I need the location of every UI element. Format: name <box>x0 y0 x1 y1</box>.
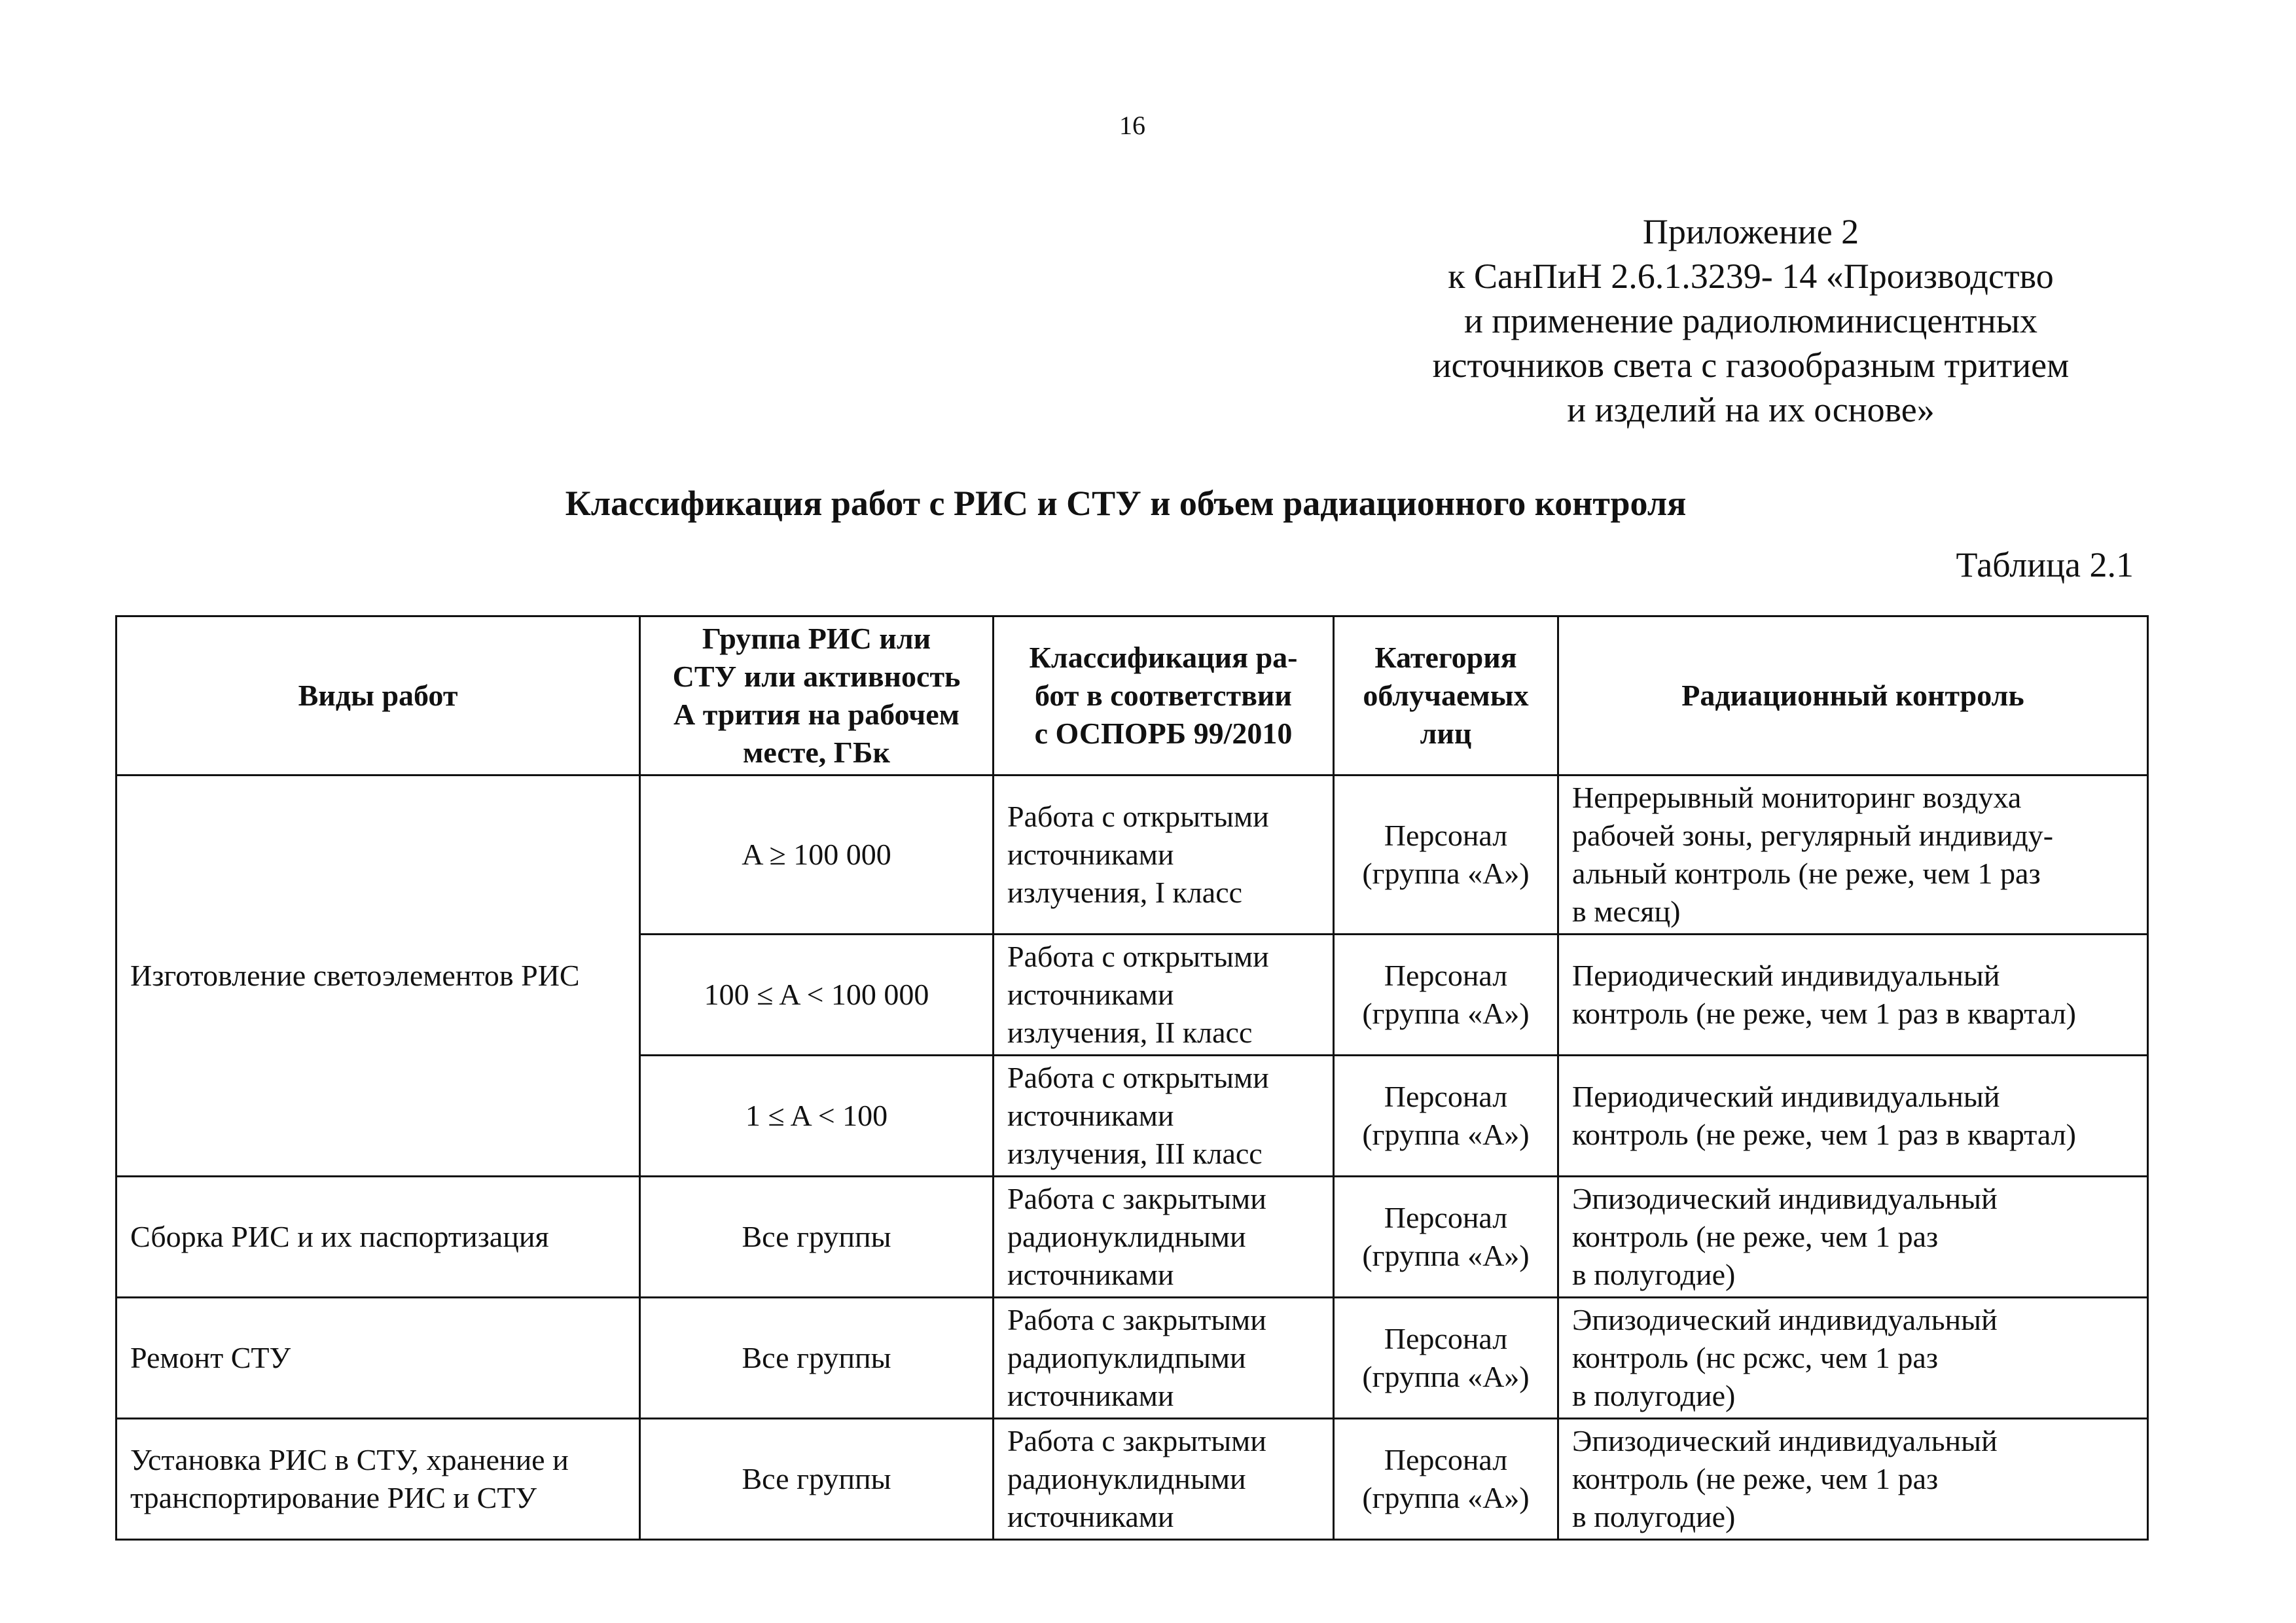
work-type-cell <box>117 1177 640 1298</box>
appendix-line: Приложение 2 <box>1642 212 1859 251</box>
header-work-type <box>117 616 640 776</box>
document-title: Классификация работ с РИС и СТУ и объем радиационного контроля <box>565 484 1687 523</box>
work-type-cell <box>117 1419 640 1540</box>
header-category <box>1334 616 1558 776</box>
cell-text: Работа с закрытыми <box>1007 1303 1266 1336</box>
header-radiation-control <box>1558 616 2148 776</box>
cell-text: Непрерывный мониторинг воздуха <box>1572 781 2022 814</box>
cell-text: Все группы <box>742 1220 891 1253</box>
group-cell <box>640 1177 994 1298</box>
cell-text: Работа с открытыми <box>1007 800 1269 833</box>
cell-text: Персонал <box>1384 819 1508 852</box>
cell-text: 100 ≤ A < 100 000 <box>704 978 929 1011</box>
table-header-row <box>117 616 2148 776</box>
classification-cell <box>994 1177 1334 1298</box>
cell-text: контроль (не реже, чем 1 раз <box>1572 1462 1939 1495</box>
cell-text: излучения, III класс <box>1007 1137 1263 1170</box>
header-text: Группа РИС или <box>702 622 931 655</box>
cell-text: Работа с закрытыми <box>1007 1182 1266 1215</box>
category-cell <box>1334 935 1558 1056</box>
header-text: Категория <box>1374 641 1517 674</box>
cell-text: Персонал <box>1384 959 1508 992</box>
appendix-line: и применение радиолюминисцентных <box>1463 301 2038 340</box>
cell-text: Все группы <box>742 1341 891 1374</box>
cell-text: источниками <box>1007 978 1174 1011</box>
appendix-heading <box>1374 209 2127 432</box>
header-text: Виды работ <box>298 679 458 712</box>
cell-text: Эпизодический индивидуальный <box>1572 1303 1998 1336</box>
cell-text: радионуклидными <box>1007 1220 1246 1253</box>
cell-text: источниками <box>1007 1099 1174 1132</box>
cell-text: в месяц) <box>1572 895 1681 928</box>
cell-text: Все группы <box>742 1462 891 1495</box>
header-text: Классификация ра- <box>1029 641 1298 674</box>
control-cell <box>1558 776 2148 935</box>
cell-text: источниками <box>1007 838 1174 871</box>
cell-text: Работа с закрытыми <box>1007 1424 1266 1457</box>
cell-text: Установка РИС в СТУ, хранение и <box>130 1443 569 1476</box>
header-text: лиц <box>1420 717 1472 750</box>
group-cell <box>640 935 994 1056</box>
table-row <box>117 1298 2148 1419</box>
header-text: месте, ГБк <box>743 736 890 769</box>
category-cell <box>1334 1298 1558 1419</box>
table-row <box>117 776 2148 935</box>
classification-cell <box>994 1056 1334 1177</box>
cell-text: Периодический индивидуальный <box>1572 1080 2000 1113</box>
cell-text: источниками <box>1007 1379 1174 1412</box>
cell-text: Персонал <box>1384 1201 1508 1234</box>
cell-text: Персонал <box>1384 1080 1508 1113</box>
work-type-cell <box>117 776 640 1177</box>
category-cell <box>1334 1419 1558 1540</box>
cell-text: Периодический индивидуальный <box>1572 959 2000 992</box>
cell-text: Эпизодический индивидуальный <box>1572 1424 1998 1457</box>
group-cell <box>640 776 994 935</box>
cell-text: (группа «А») <box>1362 1118 1530 1151</box>
header-text: облучаемых <box>1363 679 1529 712</box>
cell-text: 1 ≤ A < 100 <box>745 1099 888 1132</box>
cell-text: Эпизодический индивидуальный <box>1572 1182 1998 1215</box>
cell-text: контроль (не реже, чем 1 раз в квартал) <box>1572 997 2076 1030</box>
category-cell <box>1334 1177 1558 1298</box>
control-cell <box>1558 1419 2148 1540</box>
cell-text: Персонал <box>1384 1322 1508 1355</box>
cell-text: A ≥ 100 000 <box>742 838 891 871</box>
cell-text: излучения, II класс <box>1007 1016 1253 1049</box>
classification-table <box>115 615 2149 1541</box>
cell-text: излучения, I класс <box>1007 876 1243 909</box>
cell-text: в полугодие) <box>1572 1500 1736 1533</box>
group-cell <box>640 1298 994 1419</box>
classification-cell <box>994 776 1334 935</box>
group-cell <box>640 1056 994 1177</box>
header-text: бот в соответствии <box>1035 679 1292 712</box>
table-label: Таблица 2.1 <box>1956 545 2134 584</box>
cell-text: контроль (не реже, чем 1 раз <box>1572 1220 1939 1253</box>
cell-text: контроль (не реже, чем 1 раз в квартал) <box>1572 1118 2076 1151</box>
cell-text: радиопуклидпыми <box>1007 1341 1246 1374</box>
category-cell <box>1334 1056 1558 1177</box>
cell-text: источниками <box>1007 1500 1174 1533</box>
control-cell <box>1558 935 2148 1056</box>
control-cell <box>1558 1298 2148 1419</box>
classification-cell <box>994 1419 1334 1540</box>
appendix-line: к СанПиН 2.6.1.3239- 14 «Производство <box>1448 257 2054 296</box>
cell-text: радионуклидными <box>1007 1462 1246 1495</box>
header-text: Радиационный контроль <box>1681 679 2024 712</box>
header-group <box>640 616 994 776</box>
classification-cell <box>994 1298 1334 1419</box>
cell-text: в полугодие) <box>1572 1379 1736 1412</box>
work-type-cell <box>117 1298 640 1419</box>
cell-text: (группа «А») <box>1362 1481 1530 1514</box>
group-cell <box>640 1419 994 1540</box>
cell-text: (группа «А») <box>1362 1239 1530 1272</box>
cell-text: Работа с открытыми <box>1007 940 1269 973</box>
cell-text: Работа с открытыми <box>1007 1061 1269 1094</box>
appendix-line: и изделий на их основе» <box>1567 390 1935 429</box>
table-row <box>117 1419 2148 1540</box>
classification-cell <box>994 935 1334 1056</box>
header-text: А трития на рабочем <box>673 698 960 731</box>
cell-text: Изготовление светоэлементов РИС <box>130 959 580 992</box>
header-text: СТУ или активность <box>672 660 961 693</box>
table-row <box>117 1177 2148 1298</box>
control-cell <box>1558 1177 2148 1298</box>
cell-text: (группа «А») <box>1362 857 1530 890</box>
cell-text: контроль (нс рсжс, чем 1 раз <box>1572 1341 1939 1374</box>
header-classification <box>994 616 1334 776</box>
cell-text: в полугодие) <box>1572 1258 1736 1291</box>
cell-text: транспортирование РИС и СТУ <box>130 1481 537 1514</box>
cell-text: источниками <box>1007 1258 1174 1291</box>
appendix-line: источников света с газообразным тритием <box>1432 346 2070 385</box>
cell-text: (группа «А») <box>1362 1360 1530 1393</box>
cell-text: Сборка РИС и их паспортизация <box>130 1220 549 1253</box>
header-text: с ОСПОРБ 99/2010 <box>1034 717 1293 750</box>
page-number: 16 <box>1119 111 1145 140</box>
category-cell <box>1334 776 1558 935</box>
cell-text: Ремонт СТУ <box>130 1341 291 1374</box>
cell-text: (группа «А») <box>1362 997 1530 1030</box>
control-cell <box>1558 1056 2148 1177</box>
cell-text: Персонал <box>1384 1443 1508 1476</box>
cell-text: альный контроль (не реже, чем 1 раз <box>1572 857 2041 890</box>
cell-text: рабочей зоны, регулярный индивиду- <box>1572 819 2054 852</box>
